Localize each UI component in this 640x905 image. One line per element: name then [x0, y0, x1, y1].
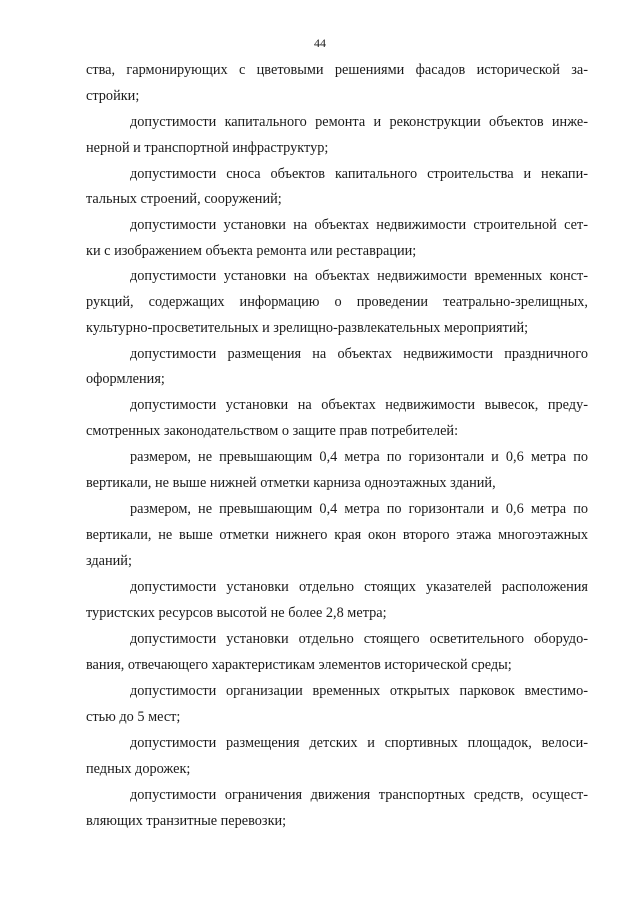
text-line: размером, не превышающим 0,4 метра по горизонтали и 0,6 метра по: [130, 449, 588, 465]
text-line: рукций, содержащих информацию о проведении театрально-зрелищных,: [86, 294, 588, 310]
text-line: размером, не превышающим 0,4 метра по горизонтали и 0,6 метра по: [130, 501, 588, 517]
text-line: допустимости организации временных открытых парковок вместимо-: [130, 683, 588, 699]
text-line: допустимости установки на объектах недвижимости временных конст-: [130, 268, 588, 284]
text-line: вляющих транзитные перевозки;: [86, 813, 287, 829]
text-line: допустимости установки на объектах недвижимости строительной сет-: [130, 217, 588, 233]
text-line: вания, отвечающего характеристикам элементов исторической среды;: [86, 657, 512, 673]
page-number: 44: [314, 36, 326, 50]
text-line: допустимости капитального ремонта и реконструкции объектов инже-: [130, 114, 588, 130]
text-line: стью до 5 мест;: [86, 709, 181, 725]
text-line: культурно-просветительных и зрелищно-развлекательных мероприятий;: [86, 320, 529, 336]
text-line: допустимости установки на объектах недвижимости вывесок, преду-: [130, 397, 588, 413]
text-line: допустимости размещения детских и спортивных площадок, велоси-: [130, 735, 588, 751]
text-line: смотренных законодательством о защите прав потребителей:: [86, 423, 459, 439]
text-line: тальных строений, сооружений;: [86, 191, 282, 207]
text-line: вертикали, не выше отметки нижнего края окон второго этажа многоэтажных: [86, 527, 588, 543]
text-line: оформления;: [86, 371, 165, 387]
text-line: ства, гармонирующих с цветовыми решениями фасадов исторической за-: [86, 62, 588, 78]
text-line: нерной и транспортной инфраструктур;: [86, 140, 329, 156]
text-line: педных дорожек;: [86, 761, 191, 777]
text-line: допустимости сноса объектов капитального строительства и некапи-: [130, 166, 588, 182]
text-line: допустимости установки отдельно стоящих указателей расположения: [130, 579, 588, 595]
text-line: допустимости размещения на объектах недвижимости праздничного: [130, 346, 588, 362]
text-line: зданий;: [86, 553, 132, 569]
text-line: ки с изображением объекта ремонта или реставрации;: [86, 243, 417, 259]
text-line: стройки;: [86, 88, 140, 104]
text-line: вертикали, не выше нижней отметки карниза одноэтажных зданий,: [86, 475, 496, 491]
text-line: туристских ресурсов высотой не более 2,8 метра;: [86, 605, 387, 621]
text-line: допустимости установки отдельно стоящего осветительного оборудо-: [130, 631, 588, 647]
text-line: допустимости ограничения движения транспортных средств, осущест-: [130, 787, 588, 803]
